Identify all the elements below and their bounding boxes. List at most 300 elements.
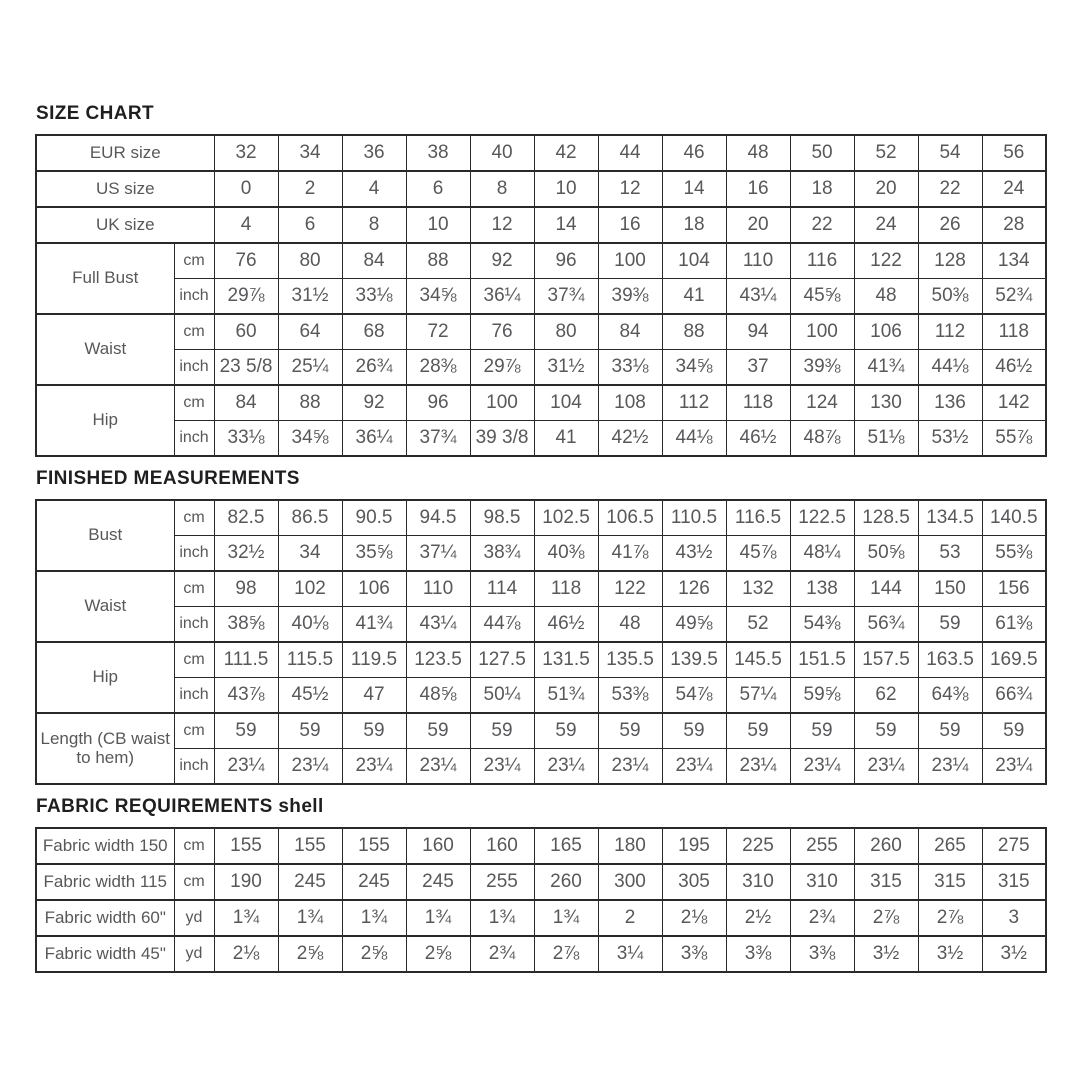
size-value: 12 bbox=[598, 171, 662, 207]
fabric-value: 305 bbox=[662, 864, 726, 900]
finished-measure-cm-value: 59 bbox=[662, 713, 726, 749]
body-measure-row-inch bbox=[36, 421, 1046, 457]
body-measure-inch-value: 36¼ bbox=[342, 421, 406, 457]
finished-measure-inch-value: 23¼ bbox=[278, 749, 342, 785]
finished-measure-inch-value: 41¾ bbox=[342, 607, 406, 643]
row-label: Fabric width 60" bbox=[36, 900, 174, 936]
body-measure-row-inch bbox=[36, 279, 1046, 315]
finished-measure-inch-value: 44⅞ bbox=[470, 607, 534, 643]
body-measure-cm-value: 122 bbox=[854, 243, 918, 279]
fabric-value: 2⅞ bbox=[918, 900, 982, 936]
finished-measure-cm-value: 150 bbox=[918, 571, 982, 607]
row-label: Fabric width 150 bbox=[36, 828, 174, 864]
finished-measure-cm-value: 140.5 bbox=[982, 500, 1046, 536]
body-measure-cm-value: 96 bbox=[534, 243, 598, 279]
body-measure-inch-value: 26¾ bbox=[342, 350, 406, 386]
size-value: 34 bbox=[278, 135, 342, 171]
finished-measure-cm-value: 110 bbox=[406, 571, 470, 607]
finished-measure-inch-value: 23¼ bbox=[982, 749, 1046, 785]
finished-measure-cm-value: 98.5 bbox=[470, 500, 534, 536]
body-measure-inch-value: 34⅝ bbox=[278, 421, 342, 457]
fabric-value: 180 bbox=[598, 828, 662, 864]
finished-measure-inch-value: 54⅞ bbox=[662, 678, 726, 714]
fabric-value: 3⅜ bbox=[790, 936, 854, 972]
finished-measure-inch-value: 55⅜ bbox=[982, 536, 1046, 572]
unit-cm-label: cm bbox=[174, 243, 214, 279]
size-value: 0 bbox=[214, 171, 278, 207]
finished-measure-cm-value: 102 bbox=[278, 571, 342, 607]
finished-measure-inch-value: 51¾ bbox=[534, 678, 598, 714]
unit-cm-label: cm bbox=[174, 385, 214, 421]
row-label: Fabric width 115 bbox=[36, 864, 174, 900]
size-chart-title: SIZE CHART bbox=[36, 103, 154, 124]
row-label: US size bbox=[36, 171, 214, 207]
finished-measure-inch-value: 56¾ bbox=[854, 607, 918, 643]
finished-measure-cm-value: 114 bbox=[470, 571, 534, 607]
row-label: Hip bbox=[36, 385, 174, 456]
size-value: 20 bbox=[854, 171, 918, 207]
finished-measure-inch-value: 53 bbox=[918, 536, 982, 572]
row-label: Hip bbox=[36, 642, 174, 713]
fabric-requirements-title: FABRIC REQUIREMENTS shell bbox=[36, 796, 324, 817]
body-measure-cm-value: 84 bbox=[342, 243, 406, 279]
size-value: 28 bbox=[982, 207, 1046, 243]
fabric-value: 315 bbox=[918, 864, 982, 900]
body-measure-cm-value: 80 bbox=[278, 243, 342, 279]
body-measure-inch-value: 43¼ bbox=[726, 279, 790, 315]
finished-measure-inch-value: 40⅛ bbox=[278, 607, 342, 643]
finished-measure-inch-value: 50⅝ bbox=[854, 536, 918, 572]
body-measure-inch-value: 31½ bbox=[534, 350, 598, 386]
body-measure-inch-value: 41 bbox=[662, 279, 726, 315]
fabric-value: 3⅜ bbox=[726, 936, 790, 972]
body-measure-inch-value: 29⅞ bbox=[214, 279, 278, 315]
finished-measure-inch-value: 40⅜ bbox=[534, 536, 598, 572]
unit-cm-label: cm bbox=[174, 500, 214, 536]
finished-measure-inch-value: 43¼ bbox=[406, 607, 470, 643]
unit-cm-label: cm bbox=[174, 642, 214, 678]
size-value: 14 bbox=[662, 171, 726, 207]
size-value: 16 bbox=[726, 171, 790, 207]
row-label: Waist bbox=[36, 571, 174, 642]
body-measure-inch-value: 34⅝ bbox=[406, 279, 470, 315]
finished-measure-cm-value: 59 bbox=[534, 713, 598, 749]
fabric-value: 2⅞ bbox=[854, 900, 918, 936]
finished-measure-cm-value: 59 bbox=[470, 713, 534, 749]
fabric-value: 190 bbox=[214, 864, 278, 900]
size-value: 8 bbox=[470, 171, 534, 207]
unit-inch-label: inch bbox=[174, 749, 214, 785]
size-value: 4 bbox=[342, 171, 406, 207]
body-measure-cm-value: 124 bbox=[790, 385, 854, 421]
fabric-value: 155 bbox=[278, 828, 342, 864]
body-measure-cm-value: 110 bbox=[726, 243, 790, 279]
body-measure-cm-value: 106 bbox=[854, 314, 918, 350]
fabric-value: 155 bbox=[214, 828, 278, 864]
size-value: 10 bbox=[406, 207, 470, 243]
finished-measure-cm-value: 126 bbox=[662, 571, 726, 607]
fabric-value: 2⅝ bbox=[406, 936, 470, 972]
body-measure-inch-value: 34⅝ bbox=[662, 350, 726, 386]
finished-measure-inch-value: 50¼ bbox=[470, 678, 534, 714]
fabric-value: 1¾ bbox=[342, 900, 406, 936]
size-value: 22 bbox=[790, 207, 854, 243]
finished-measure-inch-value: 35⅝ bbox=[342, 536, 406, 572]
body-measure-cm-value: 76 bbox=[470, 314, 534, 350]
body-measure-cm-value: 112 bbox=[662, 385, 726, 421]
finished-measure-cm-value: 111.5 bbox=[214, 642, 278, 678]
size-value: 44 bbox=[598, 135, 662, 171]
fabric-value: 2⅝ bbox=[342, 936, 406, 972]
body-measure-inch-value: 23 5/8 bbox=[214, 350, 278, 386]
finished-measure-cm-value: 59 bbox=[342, 713, 406, 749]
finished-measure-inch-value: 38¾ bbox=[470, 536, 534, 572]
body-measure-cm-value: 84 bbox=[214, 385, 278, 421]
finished-measure-inch-value: 52 bbox=[726, 607, 790, 643]
body-measure-cm-value: 108 bbox=[598, 385, 662, 421]
fabric-value: 310 bbox=[790, 864, 854, 900]
finished-measure-cm-value: 156 bbox=[982, 571, 1046, 607]
fabric-value: 155 bbox=[342, 828, 406, 864]
finished-measure-inch-value: 45⅞ bbox=[726, 536, 790, 572]
body-measure-cm-value: 112 bbox=[918, 314, 982, 350]
finished-measure-cm-value: 90.5 bbox=[342, 500, 406, 536]
finished-measure-cm-value: 145.5 bbox=[726, 642, 790, 678]
size-value: 54 bbox=[918, 135, 982, 171]
body-measure-inch-value: 50⅜ bbox=[918, 279, 982, 315]
row-label: Length (CB waist to hem) bbox=[36, 713, 174, 784]
finished-measure-cm-value: 110.5 bbox=[662, 500, 726, 536]
finished-measure-cm-value: 135.5 bbox=[598, 642, 662, 678]
finished-measure-cm-value: 106 bbox=[342, 571, 406, 607]
finished-measure-row-inch bbox=[36, 749, 1046, 785]
finished-measure-cm-value: 59 bbox=[854, 713, 918, 749]
fabric-requirement-row bbox=[36, 828, 1046, 864]
finished-measure-cm-value: 131.5 bbox=[534, 642, 598, 678]
fabric-value: 260 bbox=[854, 828, 918, 864]
fabric-value: 300 bbox=[598, 864, 662, 900]
unit-cm-label: cm bbox=[174, 314, 214, 350]
finished-measure-inch-value: 48⅝ bbox=[406, 678, 470, 714]
body-measure-row-inch bbox=[36, 350, 1046, 386]
fabric-value: 1¾ bbox=[214, 900, 278, 936]
finished-measure-cm-value: 128.5 bbox=[854, 500, 918, 536]
body-measure-inch-value: 37¾ bbox=[406, 421, 470, 457]
finished-measure-inch-value: 38⅝ bbox=[214, 607, 278, 643]
unit-inch-label: inch bbox=[174, 607, 214, 643]
fabric-value: 315 bbox=[982, 864, 1046, 900]
body-measure-inch-value: 25¼ bbox=[278, 350, 342, 386]
finished-measure-inch-value: 23¼ bbox=[598, 749, 662, 785]
body-measure-inch-value: 48 bbox=[854, 279, 918, 315]
body-measure-inch-value: 55⅞ bbox=[982, 421, 1046, 457]
fabric-value: 260 bbox=[534, 864, 598, 900]
finished-measure-row-inch bbox=[36, 536, 1046, 572]
size-value: 48 bbox=[726, 135, 790, 171]
finished-measure-cm-value: 132 bbox=[726, 571, 790, 607]
body-measure-cm-value: 80 bbox=[534, 314, 598, 350]
finished-measure-inch-value: 37¼ bbox=[406, 536, 470, 572]
finished-measurements-table bbox=[35, 499, 1047, 785]
size-value: 16 bbox=[598, 207, 662, 243]
unit-label: yd bbox=[174, 936, 214, 972]
finished-measure-cm-value: 59 bbox=[982, 713, 1046, 749]
body-measure-cm-value: 142 bbox=[982, 385, 1046, 421]
body-measure-cm-value: 64 bbox=[278, 314, 342, 350]
finished-measure-cm-value: 144 bbox=[854, 571, 918, 607]
finished-measure-cm-value: 59 bbox=[726, 713, 790, 749]
size-value: 8 bbox=[342, 207, 406, 243]
size-value: 24 bbox=[854, 207, 918, 243]
body-measure-cm-value: 88 bbox=[662, 314, 726, 350]
finished-measure-cm-value: 157.5 bbox=[854, 642, 918, 678]
finished-measure-inch-value: 23¼ bbox=[406, 749, 470, 785]
size-value: 18 bbox=[790, 171, 854, 207]
finished-measure-inch-value: 34 bbox=[278, 536, 342, 572]
body-measure-inch-value: 53½ bbox=[918, 421, 982, 457]
body-measure-inch-value: 45⅝ bbox=[790, 279, 854, 315]
finished-measure-inch-value: 47 bbox=[342, 678, 406, 714]
size-value: 6 bbox=[406, 171, 470, 207]
body-measure-cm-value: 76 bbox=[214, 243, 278, 279]
finished-measure-inch-value: 54⅜ bbox=[790, 607, 854, 643]
finished-measure-cm-value: 116.5 bbox=[726, 500, 790, 536]
body-measure-inch-value: 39 3/8 bbox=[470, 421, 534, 457]
body-measure-inch-value: 41¾ bbox=[854, 350, 918, 386]
finished-measure-row-inch bbox=[36, 607, 1046, 643]
finished-measure-cm-value: 138 bbox=[790, 571, 854, 607]
row-label: UK size bbox=[36, 207, 214, 243]
size-chart-table bbox=[35, 134, 1047, 457]
fabric-value: 2⅞ bbox=[534, 936, 598, 972]
finished-measure-row-cm bbox=[36, 713, 1046, 749]
finished-measure-cm-value: 118 bbox=[534, 571, 598, 607]
size-value: 18 bbox=[662, 207, 726, 243]
finished-measure-cm-value: 82.5 bbox=[214, 500, 278, 536]
fabric-value: 3 bbox=[982, 900, 1046, 936]
fabric-value: 1¾ bbox=[278, 900, 342, 936]
finished-measure-inch-value: 62 bbox=[854, 678, 918, 714]
finished-measure-cm-value: 59 bbox=[598, 713, 662, 749]
finished-measure-inch-value: 48¼ bbox=[790, 536, 854, 572]
finished-measure-cm-value: 123.5 bbox=[406, 642, 470, 678]
fabric-value: 245 bbox=[342, 864, 406, 900]
finished-measure-inch-value: 49⅝ bbox=[662, 607, 726, 643]
fabric-value: 160 bbox=[406, 828, 470, 864]
finished-measure-inch-value: 23¼ bbox=[726, 749, 790, 785]
size-value: 12 bbox=[470, 207, 534, 243]
body-measure-cm-value: 116 bbox=[790, 243, 854, 279]
fabric-value: 315 bbox=[854, 864, 918, 900]
body-measure-row-cm bbox=[36, 243, 1046, 279]
body-measure-inch-value: 39⅜ bbox=[598, 279, 662, 315]
finished-measure-cm-value: 122.5 bbox=[790, 500, 854, 536]
body-measure-cm-value: 68 bbox=[342, 314, 406, 350]
size-conversion-row bbox=[36, 207, 1046, 243]
body-measure-inch-value: 51⅛ bbox=[854, 421, 918, 457]
finished-measure-cm-value: 102.5 bbox=[534, 500, 598, 536]
unit-label: cm bbox=[174, 864, 214, 900]
fabric-value: 3⅜ bbox=[662, 936, 726, 972]
finished-measure-inch-value: 66¾ bbox=[982, 678, 1046, 714]
finished-measure-inch-value: 64⅜ bbox=[918, 678, 982, 714]
finished-measure-cm-value: 59 bbox=[214, 713, 278, 749]
body-measure-cm-value: 134 bbox=[982, 243, 1046, 279]
fabric-value: 3½ bbox=[854, 936, 918, 972]
body-measure-inch-value: 37¾ bbox=[534, 279, 598, 315]
unit-label: yd bbox=[174, 900, 214, 936]
finished-measure-inch-value: 43⅞ bbox=[214, 678, 278, 714]
body-measure-cm-value: 60 bbox=[214, 314, 278, 350]
body-measure-inch-value: 39⅜ bbox=[790, 350, 854, 386]
body-measure-inch-value: 28⅜ bbox=[406, 350, 470, 386]
finished-measure-inch-value: 23¼ bbox=[918, 749, 982, 785]
finished-measure-inch-value: 45½ bbox=[278, 678, 342, 714]
body-measure-cm-value: 128 bbox=[918, 243, 982, 279]
size-value: 50 bbox=[790, 135, 854, 171]
body-measure-cm-value: 104 bbox=[534, 385, 598, 421]
body-measure-inch-value: 46½ bbox=[726, 421, 790, 457]
unit-inch-label: inch bbox=[174, 678, 214, 714]
fabric-value: 2¾ bbox=[470, 936, 534, 972]
fabric-value: 265 bbox=[918, 828, 982, 864]
body-measure-cm-value: 118 bbox=[982, 314, 1046, 350]
finished-measure-cm-value: 134.5 bbox=[918, 500, 982, 536]
unit-inch-label: inch bbox=[174, 350, 214, 386]
finished-measure-cm-value: 151.5 bbox=[790, 642, 854, 678]
size-value: 56 bbox=[982, 135, 1046, 171]
body-measure-inch-value: 33⅛ bbox=[342, 279, 406, 315]
size-value: 22 bbox=[918, 171, 982, 207]
finished-measure-cm-value: 115.5 bbox=[278, 642, 342, 678]
body-measure-cm-value: 136 bbox=[918, 385, 982, 421]
fabric-value: 2 bbox=[598, 900, 662, 936]
finished-measure-row-cm bbox=[36, 571, 1046, 607]
finished-measure-row-cm bbox=[36, 500, 1046, 536]
finished-measure-inch-value: 32½ bbox=[214, 536, 278, 572]
finished-measure-cm-value: 119.5 bbox=[342, 642, 406, 678]
finished-measure-inch-value: 61⅜ bbox=[982, 607, 1046, 643]
size-value: 2 bbox=[278, 171, 342, 207]
finished-measure-cm-value: 139.5 bbox=[662, 642, 726, 678]
row-label: Fabric width 45" bbox=[36, 936, 174, 972]
body-measure-cm-value: 130 bbox=[854, 385, 918, 421]
body-measure-cm-value: 72 bbox=[406, 314, 470, 350]
fabric-value: 245 bbox=[406, 864, 470, 900]
finished-measure-cm-value: 86.5 bbox=[278, 500, 342, 536]
fabric-value: 2½ bbox=[726, 900, 790, 936]
finished-measurements-title: FINISHED MEASUREMENTS bbox=[36, 468, 300, 489]
body-measure-inch-value: 52¾ bbox=[982, 279, 1046, 315]
fabric-value: 255 bbox=[470, 864, 534, 900]
finished-measure-cm-value: 98 bbox=[214, 571, 278, 607]
body-measure-inch-value: 46½ bbox=[982, 350, 1046, 386]
body-measure-inch-value: 44⅛ bbox=[918, 350, 982, 386]
body-measure-cm-value: 88 bbox=[406, 243, 470, 279]
body-measure-inch-value: 44⅛ bbox=[662, 421, 726, 457]
finished-measure-cm-value: 59 bbox=[790, 713, 854, 749]
size-value: 14 bbox=[534, 207, 598, 243]
body-measure-cm-value: 100 bbox=[790, 314, 854, 350]
fabric-requirements-table bbox=[35, 827, 1047, 973]
finished-measure-inch-value: 23¼ bbox=[854, 749, 918, 785]
finished-measure-cm-value: 94.5 bbox=[406, 500, 470, 536]
body-measure-inch-value: 36¼ bbox=[470, 279, 534, 315]
fabric-value: 310 bbox=[726, 864, 790, 900]
unit-inch-label: inch bbox=[174, 421, 214, 457]
size-value: 36 bbox=[342, 135, 406, 171]
fabric-value: 1¾ bbox=[406, 900, 470, 936]
body-measure-row-cm bbox=[36, 314, 1046, 350]
fabric-value: 2⅛ bbox=[214, 936, 278, 972]
body-measure-cm-value: 96 bbox=[406, 385, 470, 421]
body-measure-cm-value: 100 bbox=[598, 243, 662, 279]
body-measure-inch-value: 42½ bbox=[598, 421, 662, 457]
size-value: 40 bbox=[470, 135, 534, 171]
finished-measure-cm-value: 59 bbox=[406, 713, 470, 749]
size-value: 6 bbox=[278, 207, 342, 243]
finished-measure-cm-value: 169.5 bbox=[982, 642, 1046, 678]
finished-measure-inch-value: 23¼ bbox=[662, 749, 726, 785]
finished-measure-inch-value: 59 bbox=[918, 607, 982, 643]
body-measure-inch-value: 37 bbox=[726, 350, 790, 386]
size-value: 52 bbox=[854, 135, 918, 171]
fabric-value: 3½ bbox=[918, 936, 982, 972]
finished-measure-inch-value: 57¼ bbox=[726, 678, 790, 714]
fabric-value: 1¾ bbox=[470, 900, 534, 936]
size-value: 20 bbox=[726, 207, 790, 243]
finished-measure-inch-value: 48 bbox=[598, 607, 662, 643]
body-measure-cm-value: 100 bbox=[470, 385, 534, 421]
fabric-requirement-row bbox=[36, 900, 1046, 936]
body-measure-cm-value: 94 bbox=[726, 314, 790, 350]
finished-measure-cm-value: 106.5 bbox=[598, 500, 662, 536]
finished-measure-inch-value: 53⅜ bbox=[598, 678, 662, 714]
row-label: Waist bbox=[36, 314, 174, 385]
body-measure-row-cm bbox=[36, 385, 1046, 421]
body-measure-inch-value: 33⅛ bbox=[214, 421, 278, 457]
fabric-value: 2⅛ bbox=[662, 900, 726, 936]
body-measure-inch-value: 48⅞ bbox=[790, 421, 854, 457]
body-measure-cm-value: 84 bbox=[598, 314, 662, 350]
fabric-value: 165 bbox=[534, 828, 598, 864]
size-value: 42 bbox=[534, 135, 598, 171]
unit-inch-label: inch bbox=[174, 536, 214, 572]
row-label: Bust bbox=[36, 500, 174, 571]
fabric-requirement-row bbox=[36, 936, 1046, 972]
body-measure-cm-value: 92 bbox=[470, 243, 534, 279]
body-measure-inch-value: 31½ bbox=[278, 279, 342, 315]
fabric-value: 3¼ bbox=[598, 936, 662, 972]
fabric-value: 160 bbox=[470, 828, 534, 864]
fabric-value: 3½ bbox=[982, 936, 1046, 972]
finished-measure-row-cm bbox=[36, 642, 1046, 678]
finished-measure-inch-value: 59⅝ bbox=[790, 678, 854, 714]
fabric-value: 195 bbox=[662, 828, 726, 864]
body-measure-inch-value: 33⅛ bbox=[598, 350, 662, 386]
finished-measure-cm-value: 127.5 bbox=[470, 642, 534, 678]
size-value: 26 bbox=[918, 207, 982, 243]
body-measure-cm-value: 92 bbox=[342, 385, 406, 421]
fabric-value: 2⅝ bbox=[278, 936, 342, 972]
fabric-value: 225 bbox=[726, 828, 790, 864]
size-value: 10 bbox=[534, 171, 598, 207]
finished-measure-cm-value: 122 bbox=[598, 571, 662, 607]
fabric-value: 275 bbox=[982, 828, 1046, 864]
finished-measure-inch-value: 43½ bbox=[662, 536, 726, 572]
fabric-value: 1¾ bbox=[534, 900, 598, 936]
finished-measure-inch-value: 23¼ bbox=[214, 749, 278, 785]
